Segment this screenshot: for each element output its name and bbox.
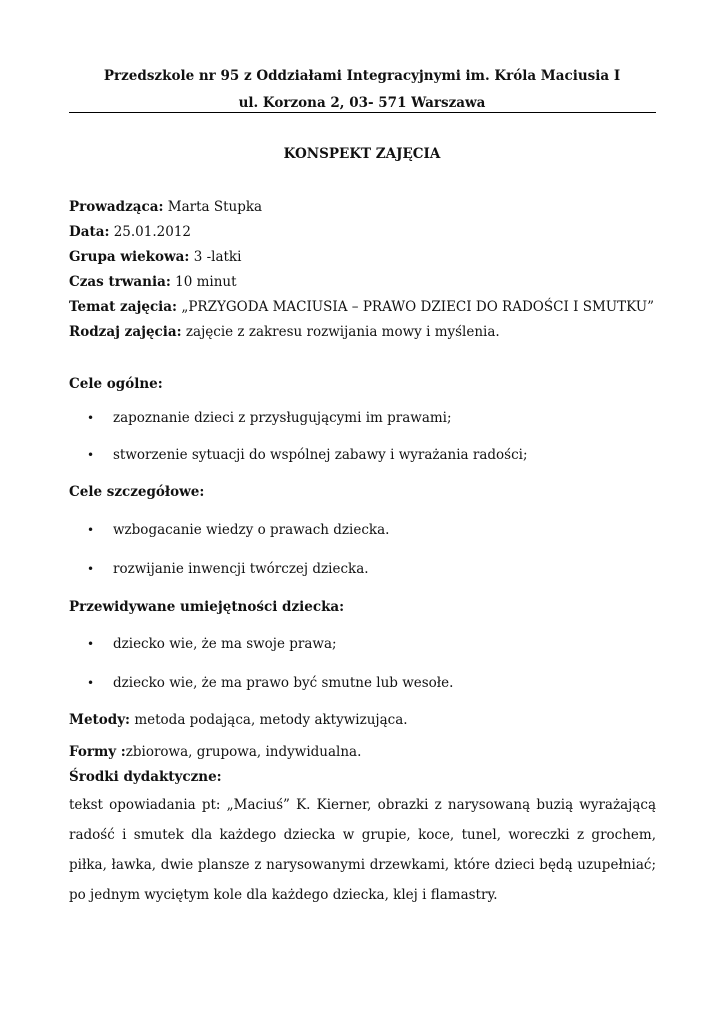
- field-type-value: zajęcie z zakresu rozwijania mowy i myślenia.: [181, 324, 500, 340]
- materials-text: tekst opowiadania pt: „Maciuś” K. Kierner, obrazki z narysowaną buzią wyrażającą radość i smutek dla każdego dziecka w grupie, koce, tunel, woreczki z grochem, piłka, ławka, dwie plansze z narysowanymi drzewkami, które dzieci będą uzupełniać; po jednym wyciętym kole dla każdego dziecka, klej i flamastry.: [69, 797, 656, 903]
- school-name: Przedszkole nr 95 z Oddziałami Integracyjnymi im. Króla Maciusia I: [103, 68, 621, 84]
- field-date-value: 25.01.2012: [109, 224, 192, 240]
- list-item: [87, 636, 337, 652]
- field-forms-label: Formy :: [69, 744, 126, 760]
- list-item-text: dziecko wie, że ma swoje prawa;: [113, 636, 337, 652]
- general-goals-heading: Cele ogólne:: [69, 376, 163, 392]
- field-type-label: Rodzaj zajęcia:: [69, 324, 182, 340]
- skills-heading: Przewidywane umiejętności dziecka:: [69, 599, 345, 615]
- list-item: [87, 675, 453, 691]
- specific-goals-heading: Cele szczegółowe:: [69, 484, 205, 500]
- field-age-group-label: Grupa wiekowa:: [69, 249, 190, 265]
- document-title: KONSPEKT ZAJĘCIA: [283, 146, 441, 162]
- list-item-text: dziecko wie, że ma prawo być smutne lub wesołe.: [113, 675, 454, 691]
- bullet-icon: •: [87, 637, 95, 651]
- list-item: [87, 447, 528, 463]
- header-divider: [69, 112, 656, 113]
- list-item: [87, 561, 369, 577]
- field-topic-value: „PRZYGODA MACIUSIA – PRAWO DZIECI DO RADOŚCI I SMUTKU”: [177, 299, 655, 315]
- list-item-text: stworzenie sytuacji do wspólnej zabawy i wyrażania radości;: [113, 447, 528, 463]
- field-teacher-value: Marta Stupka: [163, 199, 263, 215]
- field-date: [69, 224, 191, 240]
- field-teacher-label: Prowadząca:: [69, 199, 164, 215]
- bullet-icon: •: [87, 676, 95, 690]
- field-methods-label: Metody:: [69, 712, 131, 728]
- list-item-text: rozwijanie inwencji twórczej dziecka.: [113, 561, 369, 577]
- field-teacher: [69, 199, 262, 215]
- field-methods: [69, 712, 408, 728]
- bullet-icon: •: [87, 523, 95, 537]
- field-duration-value: 10 minut: [170, 274, 237, 290]
- materials-heading: Środki dydaktyczne:: [69, 769, 222, 785]
- list-item: [87, 410, 452, 426]
- list-item-text: wzbogacanie wiedzy o prawach dziecka.: [113, 522, 390, 538]
- field-duration-label: Czas trwania:: [69, 274, 171, 290]
- field-age-group-value: 3 -latki: [189, 249, 242, 265]
- field-age-group: [69, 249, 241, 265]
- list-item-text: zapoznanie dzieci z przysługującymi im prawami;: [113, 410, 452, 426]
- bullet-icon: •: [87, 411, 95, 425]
- field-date-label: Data:: [69, 224, 110, 240]
- field-topic-label: Temat zajęcia:: [69, 299, 178, 315]
- field-duration: [69, 274, 237, 290]
- field-methods-value: metoda podająca, metody aktywizująca.: [130, 712, 408, 728]
- field-topic: [69, 299, 654, 315]
- field-forms: [69, 744, 361, 760]
- school-address: ul. Korzona 2, 03- 571 Warszawa: [238, 95, 486, 111]
- list-item: [87, 522, 389, 538]
- field-forms-value: zbiorowa, grupowa, indywidualna.: [125, 744, 362, 760]
- bullet-icon: •: [87, 448, 95, 462]
- field-type: [69, 324, 500, 340]
- bullet-icon: •: [87, 562, 95, 576]
